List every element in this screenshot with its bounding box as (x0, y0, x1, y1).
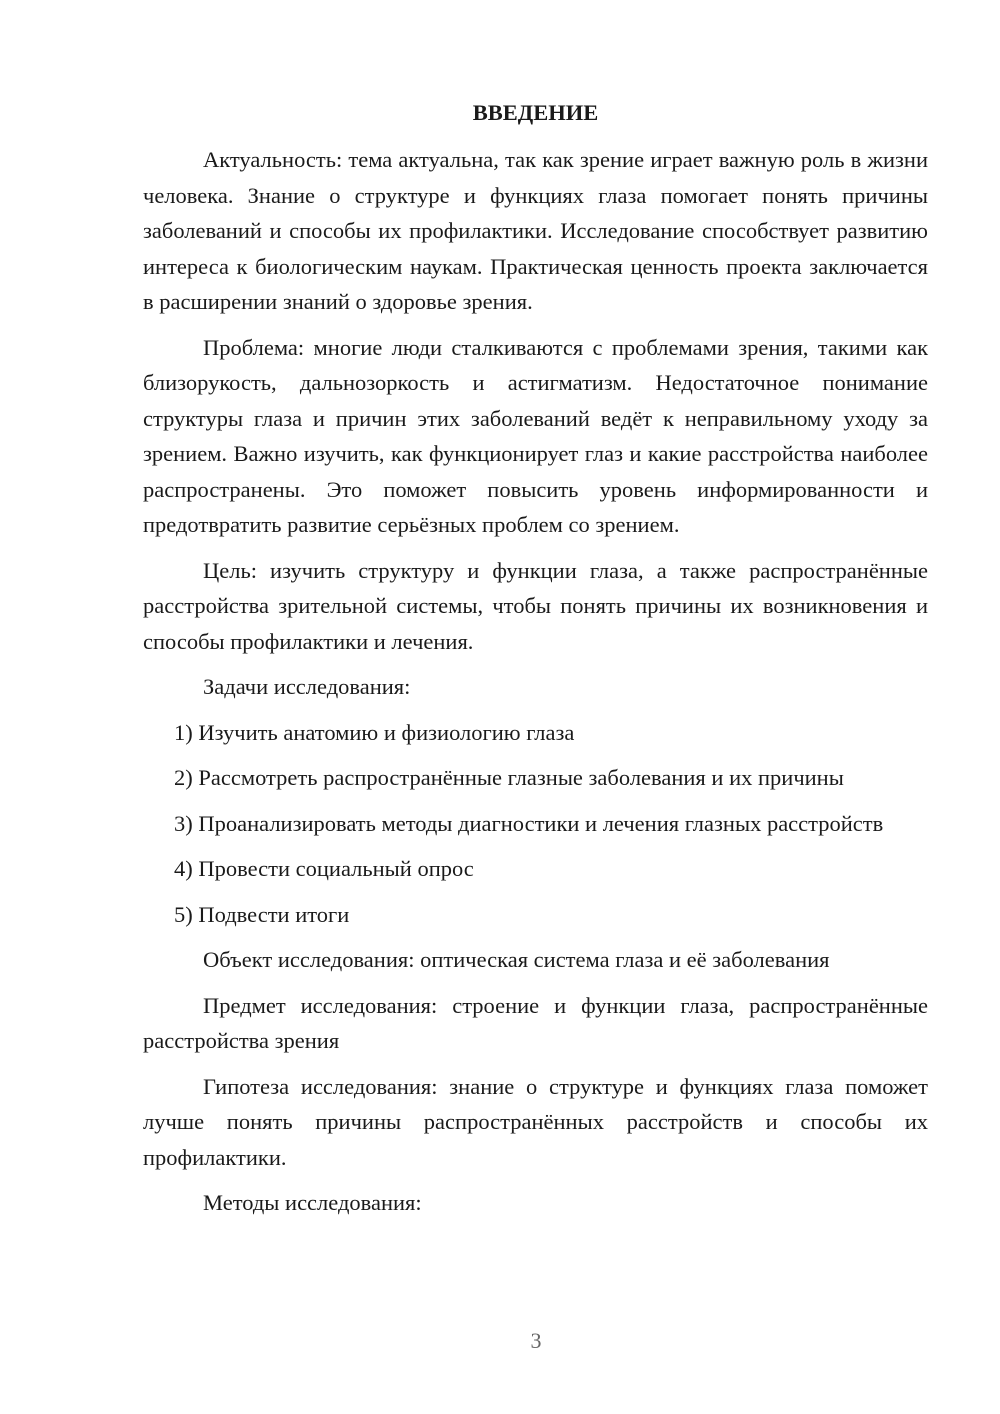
relevance-paragraph: Актуальность: тема актуальна, так как зрение играет важную роль в жизни человека. Знание о структуре и функциях глаза помогает понять причины заболеваний и способы их профилактики. Исследование способствует развитию интереса к биологическим наукам. Практическая ценность проекта заключается в расширении знаний о здоровье зрения. (143, 147, 928, 314)
object-paragraph: Объект исследования: оптическая система глаза и её заболевания (203, 947, 830, 972)
task-item: 3) Проанализировать методы диагностики и лечения глазных расстройств (174, 810, 884, 836)
problem-paragraph: Проблема: многие люди сталкиваются с проблемами зрения, такими как близорукость, дальнозоркость и астигматизм. Недостаточное понимание структуры глаза и причин этих заболеваний ведёт к неправильному уходу за зрением. Важно изучить, как функционирует глаз и какие расстройства наиболее распространены. Это поможет повысить уровень информированности и предотвратить развитие серьёзных проблем со зрением. (143, 334, 928, 537)
section-title: ВВЕДЕНИЕ (472, 100, 599, 125)
task-item: 2) Рассмотреть распространённые глазные заболевания и их причины (174, 765, 844, 790)
task-item: 1) Изучить анатомию и физиологию глаза (174, 719, 575, 745)
goal-paragraph: Цель: изучить структуру и функции глаза, а также распространённые расстройства зрительной системы, чтобы понять причины их возникновения и способы профилактики и лечения. (143, 557, 928, 654)
tasks-heading: Задачи исследования: (203, 674, 411, 699)
page-number: 3 (530, 1328, 542, 1353)
page-content (143, 95, 928, 1231)
task-item: 4) Провести социальный опрос (174, 856, 474, 881)
tasks-list (143, 715, 928, 933)
subject-paragraph: Предмет исследования: строение и функции глаза, распространённые расстройства зрения (143, 992, 928, 1053)
hypothesis-paragraph: Гипотеза исследования: знание о структуре и функциях глаза поможет лучше понять причины распространённых расстройств и способы их профилактики. (143, 1073, 928, 1170)
task-item: 5) Подвести итоги (174, 901, 350, 927)
methods-heading: Методы исследования: (203, 1190, 422, 1215)
